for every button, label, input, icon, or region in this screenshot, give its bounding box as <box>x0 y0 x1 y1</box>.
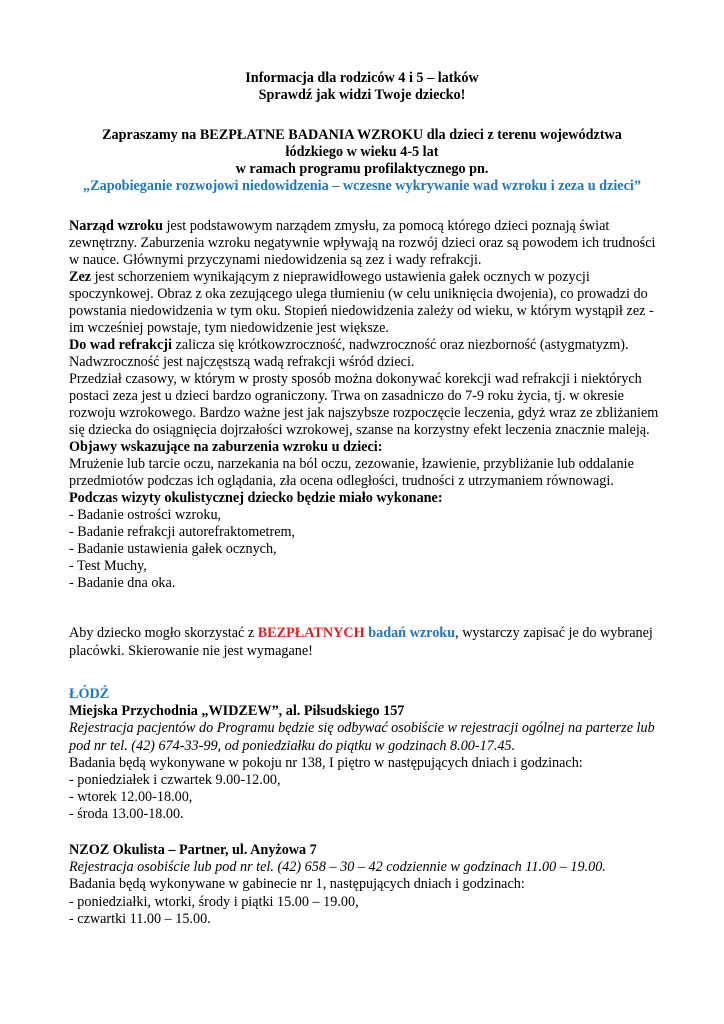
invitation-line-2: łódzkiego w wieku 4-5 lat <box>285 144 439 160</box>
clinic-hours <box>69 894 669 928</box>
term-vision-organ: Narząd wzroku <box>69 218 163 234</box>
list-item: - poniedziałek i czwartek 9.00-12.00, <box>69 772 281 789</box>
list-item: - Badanie refrakcji autorefraktometrem, <box>69 524 296 540</box>
list-item: - czwartki 11.00 – 15.00. <box>69 910 211 927</box>
list-item: - Badanie ustawienia gałek ocznych, <box>69 541 277 557</box>
list-item: - środa 13.00-18.00. <box>69 806 184 823</box>
clinic-name: NZOZ Okulista – Partner, ul. Anyżowa 7 <box>69 842 317 858</box>
article-body <box>69 218 659 592</box>
paragraph-refraction: Do wad refrakcji zalicza się krótkowzroczność, nadwzroczność oraz niezborność (astygmatyzm). Nadwzroczność jest najczęstszą wadą refrakcji wśród dzieci. <box>69 337 629 370</box>
visit-heading: Podczas wizyty okulistycznej dziecko będzie miało wykonane: <box>69 490 443 506</box>
list-item: - Badanie dna oka. <box>69 575 176 591</box>
paragraph-vision-organ: Narząd wzroku jest podstawowym narządem zmysłu, za pomocą którego dzieci poznają świat zewnętrzny. Zaburzenia wzroku negatywnie wpływają na rozwój dzieci oraz są powodem ich trudności w nauce. Głównymi przyczynami niedowidzenia są zez i wady refrakcji. <box>69 218 656 268</box>
list-item: - wtorek 12.00-18.00, <box>69 789 193 806</box>
visit-list <box>69 507 659 592</box>
call-to-action: Aby dziecko mogło skorzystać z BEZPŁATNYCH badań wzroku, wystarczy zapisać je do wybranej placówki. Skierowanie nie jest wymagane! <box>69 625 653 659</box>
city-heading: ŁÓDŹ <box>69 686 110 702</box>
clinic-section-2 <box>69 842 669 928</box>
list-item: - Badanie ostrości wzroku, <box>69 507 222 523</box>
symptoms-heading: Objawy wskazujące na zaburzenia wzroku u dzieci: <box>69 439 383 455</box>
list-item: - Test Muchy, <box>69 558 147 574</box>
paragraph-timing: Przedział czasowy, w którym w prosty sposób można dokonywać korekcji wad refrakcji i niektórych postaci zeza jest u dzieci bardzo ograniczony. Trwa on zasadniczo do 7-9 roku życia, tj. w okresie rozwoju wzrokowego. Bardzo ważne jest jak najszybsze rozpoczęcie leczenia, gdyż wraz ze zbliżaniem się dziecka do osiągnięcia dojrzałości wzrokowej, szanse na korzystny efekt leczenia znacznie maleją. <box>69 371 659 438</box>
exams-highlight: badań wzroku <box>368 625 456 641</box>
term-strabismus: Zez <box>69 269 92 285</box>
invitation <box>40 127 684 195</box>
clinic-location: Badania będą wykonywane w gabinecie nr 1, następujących dniach i godzinach: <box>69 876 525 893</box>
header <box>0 70 724 104</box>
header-subtitle: Sprawdź jak widzi Twoje dziecko! <box>258 87 466 103</box>
clinic-hours <box>69 772 669 824</box>
invitation-line-1: Zapraszamy na BEZPŁATNE BADANIA WZROKU dla dzieci z terenu województwa <box>102 127 622 143</box>
list-item: - poniedziałki, wtorki, środy i piątki 15.00 – 19.00, <box>69 893 359 910</box>
clinic-section-1 <box>69 686 669 824</box>
paragraph-strabismus: Zez jest schorzeniem wynikającym z nieprawidłowego ustawienia gałek ocznych w pozycji spoczynkowej. Obraz z oka zezującego ulega tłumieniu (w celu uniknięcia dwojenia), co prowadzi do powstania niedowidzenia w tym oku. Stopień niedowidzenia zależy od wieku, w którym wystąpił zez - im wcześniej powstaje, tym niedowidzenie jest większe. <box>69 269 654 336</box>
term-refraction: Do wad refrakcji <box>69 337 172 353</box>
clinic-location: Badania będą wykonywane w pokoju nr 138, I piętro w następujących dniach i godzinach: <box>69 754 583 771</box>
clinic-name: Miejska Przychodnia „WIDZEW”, al. Piłsudskiego 157 <box>69 703 405 720</box>
program-name: „Zapobieganie rozwojowi niedowidzenia – wczesne wykrywanie wad wzroku i zeza u dzieci” <box>83 178 641 194</box>
invitation-line-3: w ramach programu profilaktycznego pn. <box>235 161 489 177</box>
clinic-registration: Rejestracja osobiście lub pod nr tel. (42) 658 – 30 – 42 codziennie w godzinach 11.00 – 19.00. <box>69 859 606 876</box>
free-highlight: BEZPŁATNYCH <box>257 625 365 641</box>
header-title: Informacja dla rodziców 4 i 5 – latków <box>245 70 479 86</box>
clinic-registration: Rejestracja pacjentów do Programu będzie się odbywać osobiście w rejestracji ogólnej na parterze lub pod nr tel. (42) 674-33-99, od poniedziałku do piątku w godzinach 8.00-17.45. <box>69 720 655 754</box>
symptoms-text: Mrużenie lub tarcie oczu, narzekania na ból oczu, zezowanie, łzawienie, przybliżanie lub oddalanie przedmiotów podczas ich oglądania, zła ocena odległości, trudności z utrzymaniem równowagi. <box>69 456 634 489</box>
